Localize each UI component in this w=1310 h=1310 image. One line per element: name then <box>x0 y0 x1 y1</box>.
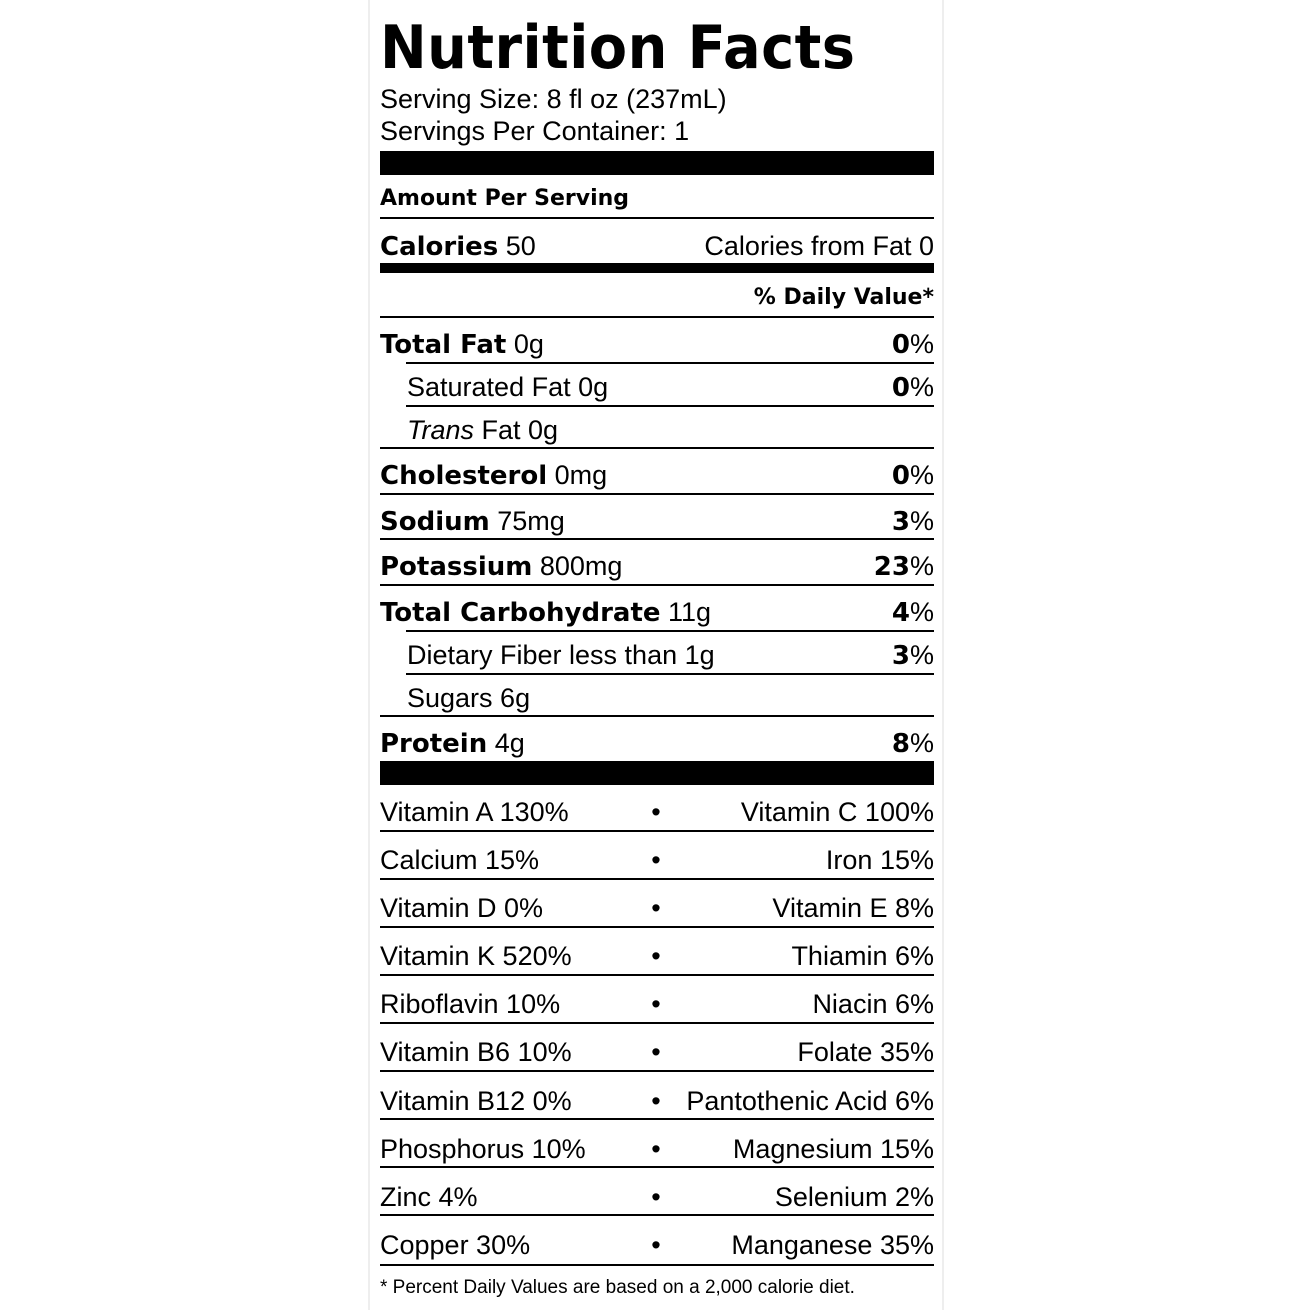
vitamin-row <box>380 939 934 973</box>
amount-per-serving: Amount Per Serving <box>380 186 630 211</box>
nutrient-row-potassium <box>380 549 934 583</box>
nutrient-label: Total Carbohydrate <box>380 598 661 628</box>
vitamin-left: Copper 30% <box>380 1230 531 1260</box>
divider <box>380 1022 934 1024</box>
percent-sign: % <box>909 372 934 402</box>
daily-value: 3 <box>891 641 910 671</box>
bullet-separator: • <box>651 1182 661 1212</box>
nutrient-row-protein <box>380 726 934 760</box>
bullet-separator: • <box>651 1086 661 1116</box>
divider <box>406 362 934 364</box>
vitamin-left: Vitamin B6 10% <box>380 1037 572 1067</box>
nutrient-label-italic: Trans <box>407 415 475 445</box>
divider <box>380 584 934 586</box>
vitamin-right: Vitamin C 100% <box>740 797 934 827</box>
divider <box>406 405 934 407</box>
bullet-separator: • <box>651 941 661 971</box>
daily-value: 0 <box>891 330 910 360</box>
nutrient-label: Potassium <box>380 552 533 582</box>
vitamin-left: Calcium 15% <box>380 845 540 875</box>
nutrient-amount: 0g <box>513 329 544 359</box>
nutrient-row-total-carbohydrate <box>380 595 934 629</box>
footnote: * Percent Daily Values are based on a 2,000 calorie diet. <box>380 1277 855 1298</box>
nutrient-amount: 11g <box>668 597 712 627</box>
vitamin-left: Vitamin D 0% <box>380 893 544 923</box>
vitamin-row <box>380 1084 934 1118</box>
divider <box>380 1118 934 1120</box>
nutrient-label: Saturated Fat 0g <box>407 372 609 402</box>
nutrient-label: Cholesterol <box>380 461 548 491</box>
vitamin-row <box>380 1180 934 1214</box>
calories-label: Calories <box>380 232 499 262</box>
vitamin-left: Zinc 4% <box>380 1182 478 1212</box>
percent-sign: % <box>909 640 934 670</box>
vitamin-right: Folate 35% <box>797 1037 934 1067</box>
divider <box>406 630 934 632</box>
nutrient-row-cholesterol <box>380 458 934 492</box>
nutrient-row-total-fat <box>380 327 934 361</box>
nutrient-amount: 800mg <box>539 551 623 581</box>
daily-value: 0 <box>891 373 910 403</box>
bullet-separator: • <box>651 1037 661 1067</box>
nutrient-row-dietary-fiber <box>380 638 934 672</box>
vitamin-right: Iron 15% <box>825 845 934 875</box>
vitamin-right: Vitamin E 8% <box>772 893 934 923</box>
vitamin-right: Manganese 35% <box>731 1230 934 1260</box>
divider <box>380 878 934 880</box>
divider <box>380 316 934 318</box>
thick-divider <box>380 151 934 175</box>
divider <box>380 926 934 928</box>
percent-sign: % <box>909 460 934 490</box>
vitamin-left: Vitamin B12 0% <box>380 1086 572 1116</box>
vitamin-row <box>380 795 934 829</box>
medium-divider <box>380 263 934 273</box>
divider <box>380 715 934 717</box>
percent-sign: % <box>909 506 934 536</box>
vitamin-row <box>380 1035 934 1069</box>
divider <box>380 447 934 449</box>
label-title: Nutrition Facts <box>380 13 856 83</box>
divider <box>406 673 934 675</box>
calories-from-fat: Calories from Fat 0 <box>704 231 934 261</box>
divider <box>380 538 934 540</box>
vitamin-row <box>380 843 934 877</box>
nutrient-label: Fat 0g <box>481 415 559 445</box>
divider <box>380 1214 934 1216</box>
daily-value: 3 <box>891 507 910 537</box>
vitamin-right: Thiamin 6% <box>791 941 934 971</box>
divider <box>380 974 934 976</box>
vitamin-left: Riboflavin 10% <box>380 989 561 1019</box>
daily-value: 23 <box>873 552 910 582</box>
nutrient-row-trans-fat <box>380 413 934 447</box>
daily-value: 4 <box>891 598 910 628</box>
nutrient-amount: 4g <box>494 728 525 758</box>
vitamin-left: Vitamin K 520% <box>380 941 572 971</box>
nutrient-label: Total Fat <box>380 330 507 360</box>
bullet-separator: • <box>651 797 661 827</box>
percent-sign: % <box>909 329 934 359</box>
divider <box>380 1070 934 1072</box>
vitamin-right: Pantothenic Acid 6% <box>686 1086 934 1116</box>
daily-value: 0 <box>891 461 910 491</box>
divider <box>380 493 934 495</box>
divider <box>380 1166 934 1168</box>
percent-sign: % <box>909 728 934 758</box>
nutrient-amount: 0mg <box>554 460 608 490</box>
nutrient-row-sugars <box>380 681 934 715</box>
vitamin-left: Vitamin A 130% <box>380 797 569 827</box>
daily-value: 8 <box>891 729 910 759</box>
vitamin-row <box>380 1132 934 1166</box>
nutrient-label: Protein <box>380 729 488 759</box>
daily-value-header: % Daily Value* <box>753 285 934 310</box>
divider <box>380 1264 934 1266</box>
percent-sign: % <box>909 597 934 627</box>
vitamin-row <box>380 891 934 925</box>
vitamin-left: Phosphorus 10% <box>380 1134 586 1164</box>
bullet-separator: • <box>651 989 661 1019</box>
percent-sign: % <box>909 551 934 581</box>
nutrient-row-sodium <box>380 504 934 538</box>
vitamin-row <box>380 1228 934 1262</box>
bullet-separator: • <box>651 1134 661 1164</box>
vitamin-row <box>380 987 934 1021</box>
bullet-separator: • <box>651 845 661 875</box>
nutrition-label <box>368 0 944 1310</box>
vitamin-right: Niacin 6% <box>812 989 934 1019</box>
nutrient-label: Dietary Fiber less than 1g <box>407 640 715 670</box>
calories-row <box>380 229 934 263</box>
vitamin-right: Magnesium 15% <box>732 1134 934 1164</box>
bullet-separator: • <box>651 893 661 923</box>
calories-value: 50 <box>505 231 536 261</box>
nutrient-row-saturated-fat <box>380 370 934 404</box>
nutrient-label: Sodium <box>380 507 490 537</box>
servings-per-container: Servings Per Container: 1 <box>380 116 690 146</box>
nutrient-label: Sugars 6g <box>407 683 531 713</box>
divider <box>380 830 934 832</box>
nutrient-amount: 75mg <box>497 506 565 536</box>
serving-size: Serving Size: 8 fl oz (237mL) <box>380 84 727 114</box>
bullet-separator: • <box>651 1230 661 1260</box>
thick-divider <box>380 761 934 785</box>
vitamin-right: Selenium 2% <box>774 1182 934 1212</box>
divider <box>380 217 934 219</box>
